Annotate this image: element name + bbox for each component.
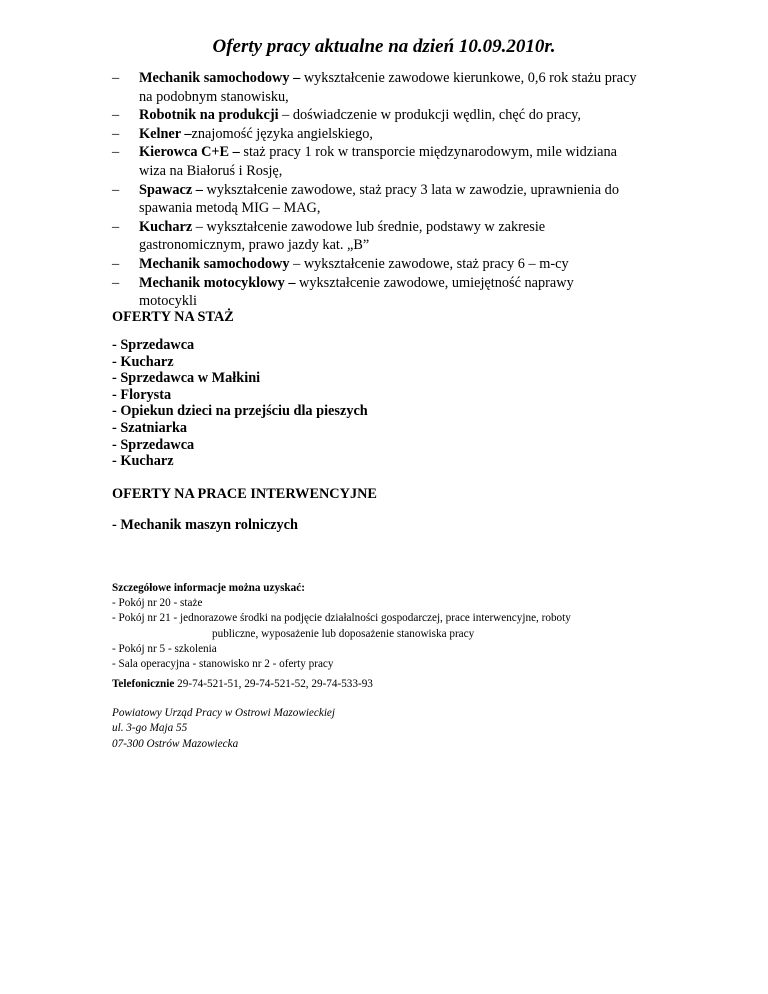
job-title: Mechanik motocyklowy – xyxy=(139,274,296,291)
staz-list xyxy=(112,337,368,470)
details-line: - Pokój nr 21 - jednorazowe środki na podjęcie działalności gospodarczej, prace interwencyjne, roboty xyxy=(112,612,571,625)
job-offers-list xyxy=(112,69,678,311)
details-line: - Pokój nr 5 - szkolenia xyxy=(112,642,217,655)
job-title: Kucharz xyxy=(139,218,193,235)
job-title: Kierowca C+E – xyxy=(139,144,240,161)
staz-item: - Kucharz xyxy=(112,453,174,470)
list-dash: – xyxy=(112,70,120,86)
details-line: publiczne, wyposażenie lub doposażenie stanowiska pracy xyxy=(212,627,475,640)
list-dash: – xyxy=(112,144,120,161)
intervention-heading: OFERTY NA PRACE INTERWENCYJNE xyxy=(112,486,377,502)
staz-heading: OFERTY NA STAŻ xyxy=(112,309,234,325)
staz-item: - Sprzedawca w Małkini xyxy=(112,370,261,387)
list-dash: – xyxy=(112,218,120,235)
staz-item: - Opiekun dzieci na przejściu dla pieszych xyxy=(112,403,368,420)
details-heading: Szczegółowe informacje można uzyskać: xyxy=(112,582,305,594)
details-info xyxy=(112,581,672,672)
job-description: spawania metodą MIG – MAG, xyxy=(139,200,321,217)
staz-item: - Sprzedawca xyxy=(112,337,195,353)
job-title: Mechanik samochodowy – xyxy=(139,70,301,86)
phone-numbers: 29-74-521-51, 29-74-521-52, 29-74-533-93 xyxy=(174,678,373,690)
office-address xyxy=(112,706,335,752)
office-city: 07-300 Ostrów Mazowiecka xyxy=(112,737,239,750)
details-line: - Pokój nr 20 - staże xyxy=(112,597,203,610)
phone-info xyxy=(112,677,373,692)
job-description: znajomość języka angielskiego, xyxy=(191,125,373,142)
list-dash: – xyxy=(112,274,120,291)
job-title: Robotnik na produkcji xyxy=(139,107,279,124)
job-description: wiza na Białoruś i Rosję, xyxy=(139,162,283,179)
job-description: motocykli xyxy=(139,293,197,310)
job-description: staż pracy 1 rok w transporcie międzynarodowym, mile widziana xyxy=(239,144,617,161)
list-dash: – xyxy=(112,107,120,124)
job-title: Spawacz – xyxy=(139,181,203,198)
job-title: Kelner – xyxy=(139,125,192,142)
job-offer-item xyxy=(112,255,678,274)
job-description: wykształcenie zawodowe kierunkowe, 0,6 rok stażu pracy xyxy=(300,70,637,86)
job-description: – doświadczenie w produkcji wędlin, chęć do pracy, xyxy=(278,107,581,124)
job-offer-item xyxy=(112,218,678,255)
page-title: Oferty pracy aktualne na dzień 10.09.2010r. xyxy=(212,36,556,57)
staz-item: - Sprzedawca xyxy=(112,436,195,453)
job-title: Mechanik samochodowy xyxy=(139,255,290,272)
job-description: na podobnym stanowisku, xyxy=(139,88,289,105)
staz-item: - Kucharz xyxy=(112,353,174,370)
phone-label: Telefonicznie xyxy=(112,678,175,690)
staz-item: - Florysta xyxy=(112,386,172,403)
office-name: Powiatowy Urząd Pracy w Ostrowi Mazowieckiej xyxy=(112,707,336,719)
intervention-list xyxy=(112,517,298,534)
job-offer-item xyxy=(112,106,678,125)
job-description: gastronomicznym, prawo jazdy kat. „B” xyxy=(139,237,370,254)
list-dash: – xyxy=(112,255,120,272)
staz-item: - Szatniarka xyxy=(112,419,188,436)
job-description: wykształcenie zawodowe, umiejętność naprawy xyxy=(295,274,574,291)
job-description: – wykształcenie zawodowe, staż pracy 6 – m-cy xyxy=(289,255,569,272)
job-offer-item xyxy=(112,274,678,311)
intervention-item: - Mechanik maszyn rolniczych xyxy=(112,517,298,533)
office-street: ul. 3-go Maja 55 xyxy=(112,722,188,735)
list-dash: – xyxy=(112,181,120,198)
job-offer-item xyxy=(112,143,678,180)
job-description: – wykształcenie zawodowe lub średnie, podstawy w zakresie xyxy=(192,218,546,235)
job-offer-item xyxy=(112,69,678,106)
list-dash: – xyxy=(112,125,120,142)
job-description: wykształcenie zawodowe, staż pracy 3 lata w zawodzie, uprawnienia do xyxy=(202,181,619,198)
details-line: - Sala operacyjna - stanowisko nr 2 - oferty pracy xyxy=(112,658,334,671)
job-offer-item xyxy=(112,125,678,144)
job-offer-item xyxy=(112,181,678,218)
